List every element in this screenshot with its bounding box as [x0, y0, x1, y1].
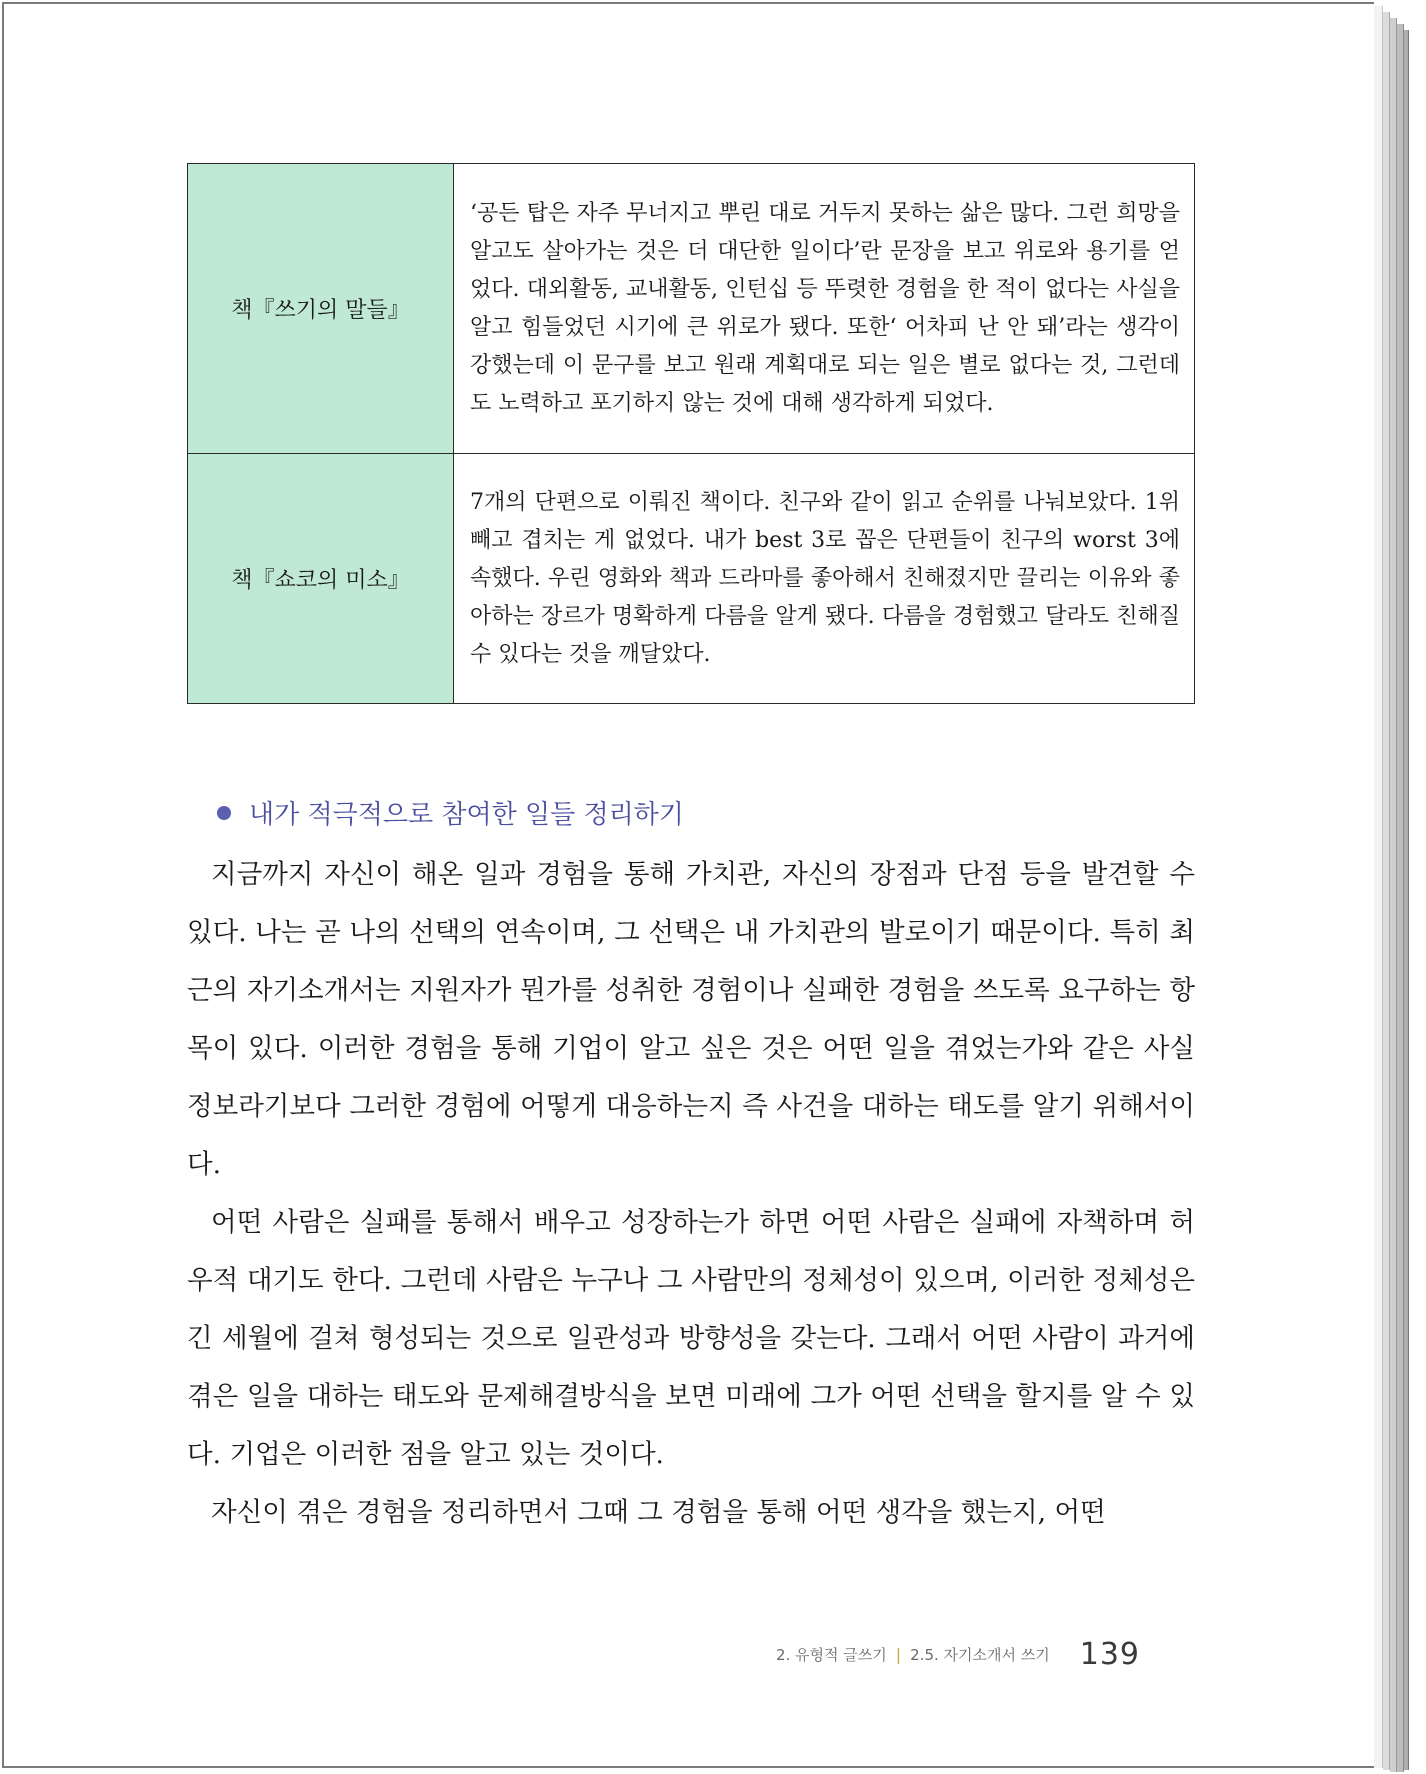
paragraph: 어떤 사람은 실패를 통해서 배우고 성장하는가 하면 어떤 사람은 실패에 자책하며 허우적 대기도 한다. 그런데 사람은 누구나 그 사람만의 정체성이 있으며, 이러한 정체성은 긴 세월에 걸쳐 형성되는 것으로 일관성과 방향성을 갖는다. 그래서 어떤 사람이 과거에 겪은 일을 대하는 태도와 문제해결방식을 보면 미래에 그가 어떤 선택을 할지를 알 수 있다. 기업은 이러한 점을 알고 있는 것이다. — [187, 1207, 1195, 1470]
body-text — [187, 846, 1195, 1542]
footer-chapter: 2. 유형적 글쓰기 — [775, 1646, 887, 1664]
book-page — [2, 2, 1374, 1768]
page-edge — [1404, 30, 1409, 1770]
table-text-cell: ‘공든 탑은 자주 무너지고 뿌린 대로 거두지 못하는 삶은 많다. 그런 희망을 알고도 살아가는 것은 더 대단한 일이다’란 문장을 보고 위로와 용기를 얻었다. 대외활동, 교내활동, 인턴십 등 뚜렷한 경험을 한 적이 없다는 사실을 알고 힘들었던 시기에 큰 위로가 됐다. 또한‘ 어차피 난 안 돼’라는 생각이 강했는데 이 문구를 보고 원래 계획대로 되는 일은 별로 없다는 것, 그런데도 노력하고 포기하지 않는 것에 대해 생각하게 되었다. — [454, 164, 1195, 454]
paragraph: 지금까지 자신이 해온 일과 경험을 통해 가치관, 자신의 장점과 단점 등을 발견할 수 있다. 나는 곧 나의 선택의 연속이며, 그 선택은 내 가치관의 발로이기 때문이다. 특히 최근의 자기소개서는 지원자가 뭔가를 성취한 경험이나 실패한 경험을 쓰도록 요구하는 항목이 있다. 이러한 경험을 통해 기업이 알고 싶은 것은 어떤 일을 겪었는가와 같은 사실 정보라기보다 그러한 경험에 어떻게 대응하는지 즉 사건을 대하는 태도를 알기 위해서이다. — [187, 859, 1195, 1180]
page-edge — [1390, 18, 1397, 1772]
footer-section: 2.5. 자기소개서 쓰기 — [910, 1646, 1050, 1664]
table-label-cell: 책『쓰기의 말들』 — [188, 164, 454, 454]
page-edge — [1397, 24, 1404, 1772]
table-row — [188, 164, 1195, 454]
page-edge — [1383, 12, 1390, 1770]
section-heading-text: 내가 적극적으로 참여한 일들 정리하기 — [249, 800, 684, 830]
table-label-cell: 책『쇼코의 미소』 — [188, 454, 454, 704]
page-footer — [776, 1637, 1140, 1672]
page-number: 139 — [1079, 1637, 1140, 1672]
page-edge — [1374, 6, 1383, 1768]
paragraph: 자신이 겪은 경험을 정리하면서 그때 그 경험을 통해 어떤 생각을 했는지, 어떤 — [211, 1497, 1106, 1528]
footer-separator: | — [895, 1645, 902, 1664]
bullet-icon — [217, 806, 231, 820]
book-review-table — [187, 163, 1195, 704]
section-heading — [217, 794, 684, 831]
table-text-cell: 7개의 단편으로 이뤄진 책이다. 친구와 같이 읽고 순위를 나눠보았다. 1위 빼고 겹치는 게 없었다. 내가 best 3로 꼽은 단편들이 친구의 worst 3에 속했다. 우린 영화와 책과 드라마를 좋아해서 친해졌지만 끌리는 이유와 좋아하는 장르가 명확하게 다름을 알게 됐다. 다름을 경험했고 달라도 친해질 수 있다는 것을 깨달았다. — [454, 454, 1195, 704]
table-row — [188, 454, 1195, 704]
